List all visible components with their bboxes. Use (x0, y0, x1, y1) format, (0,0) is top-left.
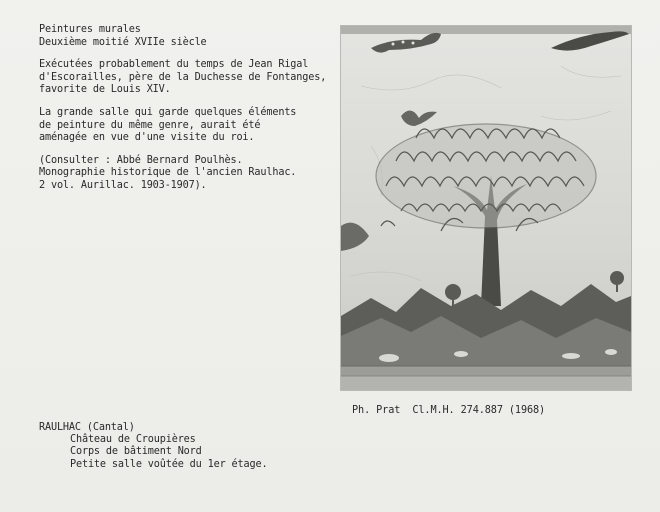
para2-line2: de peinture du même genre, aurait été (39, 119, 261, 131)
wing-line: Corps de bâtiment Nord (70, 446, 202, 458)
title-block (39, 24, 339, 49)
para3-line2: Monographie historique de l'ancien Raulhac. (39, 167, 297, 179)
para1-line2: d'Escorailles, père de la Duchesse de Fontanges, (39, 71, 327, 83)
building-line: Château de Croupières (70, 434, 196, 446)
paragraph-attribution (39, 59, 339, 97)
paragraph-reference (39, 155, 339, 193)
para3-line3: 2 vol. Aurillac. 1903-1907). (39, 179, 207, 191)
para1-line3: favorite de Louis XIV. (39, 84, 171, 96)
description-block (39, 24, 339, 203)
para3-line1: (Consulter : Abbé Bernard Poulhès. (39, 154, 243, 166)
room-line: Petite salle voûtée du 1er étage. (70, 458, 268, 470)
para2-line3: aménagée en vue d'une visite du roi. (39, 132, 255, 144)
photo-credit (352, 405, 545, 416)
mural-photograph (341, 26, 631, 390)
mural-tree-image (341, 26, 631, 390)
location-block (39, 422, 267, 471)
photo-reference: Cl.M.H. 274.887 (1968) (412, 405, 546, 416)
photographer: Ph. Prat (352, 405, 401, 416)
para1-line1: Exécutées probablement du temps de Jean Rigal (39, 59, 309, 71)
paragraph-great-hall (39, 107, 339, 145)
date-line: Deuxième moitié XVIIe siècle (39, 36, 207, 48)
para2-line1: La grande salle qui garde quelques éléments (39, 106, 297, 118)
commune-line: RAULHAC (Cantal) (39, 422, 135, 433)
title-line: Peintures murales (39, 24, 141, 35)
